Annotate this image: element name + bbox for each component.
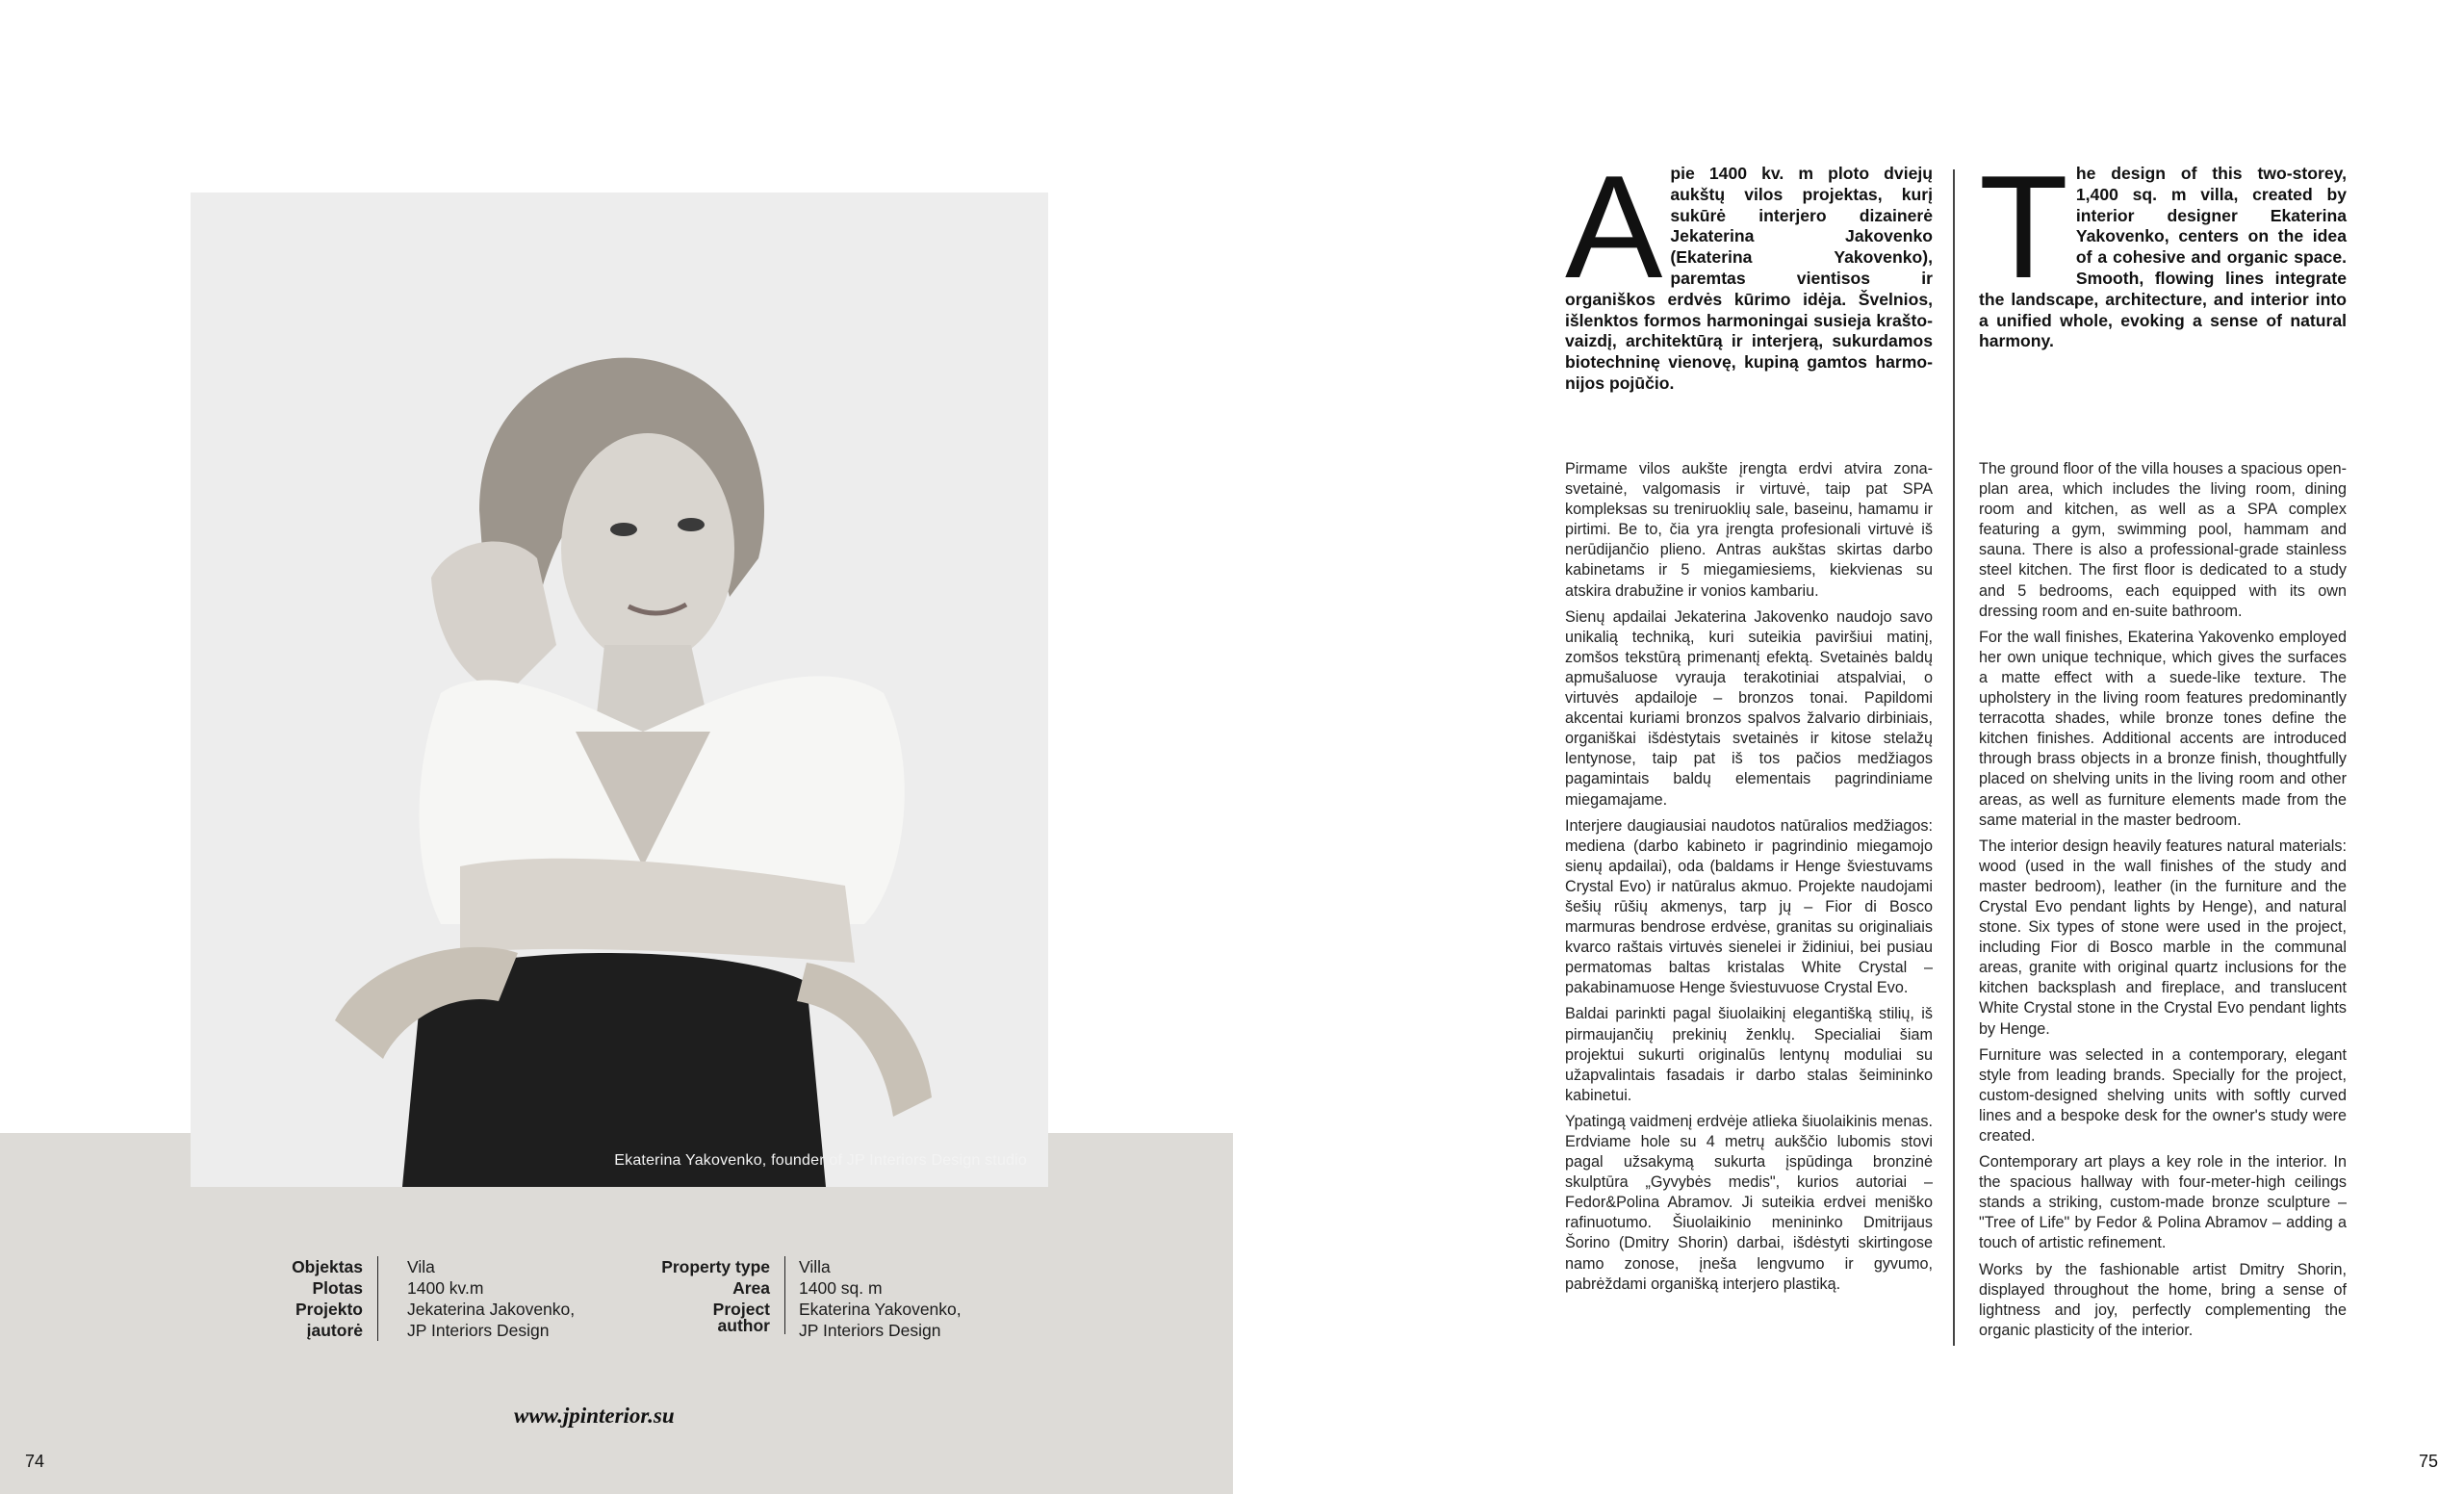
body-paragraph: Ypatingą vaidmenį erdvėje atlieka šiuolaikinis menas. Erdviame hole su 4 metrų aukščio lubomis stovi pagal užsakymą sukurta įspūdinga bronzinė skulptūra „Gyvybės medis", kurios autoriai – Fedor&Polina Abramov. Ji suteikia erdvei meniško rafinuotumo. Šiuolaikinio menininko Dmitrijaus Šorino (Dmitry Shorin) darbai, išdėstyti skirtingose namo zonose, įneša lengvumo ir gyvumo, pabrėždami organišką interjero plastiką. xyxy=(1565,1112,1933,1293)
specs-lt-values xyxy=(394,1256,575,1341)
dropcap-letter: T xyxy=(1979,145,2068,309)
specs-en-labels xyxy=(578,1256,785,1334)
body-paragraph: Furniture was selected in a contemporary, elegant style from leading brands. Specially for the project, custom-designed shelving units with softly curved lines and a bespoke desk for the owner's study were created. xyxy=(1979,1045,2347,1145)
website-link[interactable]: www.jpinterior.su xyxy=(514,1404,675,1428)
spec-value: Villa xyxy=(799,1257,831,1276)
spec-value: JP Interiors Design xyxy=(407,1321,550,1340)
spec-label: Property type xyxy=(661,1257,770,1276)
intro-lithuanian xyxy=(1565,145,1933,395)
body-paragraph: Pirmame vilos aukšte įrengta erdvi atvira zona-svetainė, valgomasis ir virtuvė, taip pat SPA kompleksas su treniruoklių sale, baseinu, hamamu ir pirtimi. Be to, čia yra įrengta profesionali virtuvė iš nerūdijančio plieno. Antras aukštas skirtas darbo kabinetams ir 5 miegamiesiems, kiekvienas su atskira drabužine ir vonios kambariu. xyxy=(1565,460,1933,600)
portrait-illustration xyxy=(191,193,1048,1187)
spec-label: Project author xyxy=(712,1300,770,1335)
body-paragraph: Interjere daugiausiai naudotos natūralios medžiagos: mediena (darbo kabineto ir pagrindinio miegamojo sienų apdailai), oda (baldams ir Henge šviestuvams Crystal Evo) ir natūralus akmuo. Projekte naudojami šešių rūšių akmenys, tarp jų – Fior di Bosco marmuras bendrose erdvėse, granitas su originaliais kvarco raštais virtuvės sienelei ir židiniui, bei pusiau permatomas baltas kristalas White Crystal – pakabinamuose Henge šviestuvuose Crystal Evo. xyxy=(1565,816,1933,997)
intro-english xyxy=(1979,145,2347,352)
spec-label: Objektas xyxy=(292,1257,363,1276)
column-divider xyxy=(1953,169,1955,1346)
body-paragraph: Sienų apdailai Jekaterina Jakovenko naudojo savo unikalią techniką, kuri suteikia paviršiui matinį, zomšos tekstūrą primenantį efektą. Svetainės baldų apmušaluose vyrauja terakotiniai atspalviai, o virtuvės apdailoje – bronzos tonai. Papildomi akcentai kuriami bronzos spalvos žalvario dirbiniais, organiškai išdėstytais svetainės ir kitose stelažų lentynose, taip pat iš tos pačios medžiagos pagamintais baldų elementais pagrindiniame miegamajame. xyxy=(1565,607,1933,809)
portrait-photo xyxy=(191,193,1048,1187)
body-paragraph: The ground floor of the villa houses a spacious open-plan area, which includes the living room, dining room and kitchen, as well as a SPA complex featuring a gym, swimming pool, hammam and sauna. There is also a professional-grade stainless steel kitchen. The first floor is dedicated to a study and 5 bedrooms, each equipped with its own dressing room and en-suite bathroom. xyxy=(1979,460,2347,620)
spec-value: Vila xyxy=(407,1257,435,1276)
specs-lt-labels xyxy=(0,1256,378,1341)
page-number-left: 74 xyxy=(25,1452,45,1471)
spec-value: JP Interiors Design xyxy=(799,1321,941,1340)
body-paragraph: The interior design heavily features natural materials: wood (used in the wall finishes of the study and master bedroom), leather (in the furniture and the Crystal Evo pendant lights by Henge), and natural stone. Six types of stone were used in the project, including Fior di Bosco marble in the communal areas, granite with original quartz inclusions for the kitchen backsplash and fireplace, and translucent White Crystal stone in the Crystal Evo pendant lights by Henge. xyxy=(1979,837,2347,1038)
body-english xyxy=(1979,459,2347,1347)
specs-en-values xyxy=(785,1256,962,1341)
body-paragraph: For the wall finishes, Ekaterina Yakovenko employed her own unique technique, which gives the surfaces a matte effect with a suede-like texture. The upholstery in the living room features predominantly terracotta shades, while bronze tones define the kitchen finishes. Additional accents are introduced through brass objects in a bronze finish, thoughtfully placed on shelving units in the living room and other areas, as well as furniture elements made from the same material in the master bedroom. xyxy=(1979,628,2347,829)
body-lithuanian xyxy=(1565,459,1933,1301)
intro-lt-text: pie 1400 kv. m ploto dviejų aukštų vilos projektas, kurį sukūrė interjero dizainerė Jekaterina Jakovenko (Ekaterina Yakovenko), paremtas vientisos ir organiškos erdvės kūrimo idėja. Švelnios, išlenktos formos harmoningai susieja kraštovaizdį, architektūrą ir interjerą, sukurdamos biotechninę vienovę, kupiną gamtos harmonijos pojūčio. xyxy=(1565,164,1933,393)
spec-label: Plotas xyxy=(312,1278,363,1298)
spec-value: Jekaterina Jakovenko, xyxy=(407,1300,576,1319)
spec-value: Ekaterina Yakovenko, xyxy=(799,1300,962,1319)
spec-label: Projekto xyxy=(295,1300,363,1319)
dropcap-letter: A xyxy=(1565,145,1663,309)
body-paragraph: Baldai parinkti pagal šiuolaikinį elegantišką stilių, iš pirmaujančių prekinių ženklų. Specialiai šiam projektui sukurti originalūs lentynų moduliai su užapvalintais fasadais ir darbo stalas šeimininko kabinetui. xyxy=(1565,1005,1933,1104)
body-paragraph: Contemporary art plays a key role in the interior. In the spacious hallway with four-meter-high ceilings stands a striking, custom-made bronze sculpture – "Tree of Life" by Fedor & Polina Abramov – adding a touch of artistic refinement. xyxy=(1979,1153,2347,1252)
photo-caption: Ekaterina Yakovenko, founder of JP Interiors Design studio xyxy=(614,1152,1027,1169)
spec-value: 1400 kv.m xyxy=(407,1278,484,1298)
spec-value: 1400 sq. m xyxy=(799,1278,883,1298)
intro-en-text: he design of this two-storey, 1,400 sq. m villa, created by interior designer Ekaterina Yakovenko, centers on the idea of a cohesive and organic space. Smooth, flowing lines integrate the landscape, architecture, and interior into a unified whole, evoking a sense of natural harmony. xyxy=(1979,164,2347,351)
page-number-right: 75 xyxy=(2419,1452,2439,1471)
spec-label: Area xyxy=(732,1278,770,1298)
spec-label: įautorė xyxy=(306,1321,363,1340)
body-paragraph: Works by the fashionable artist Dmitry Shorin, displayed throughout the home, bring a sense of lightness and joy, perfectly complementing the organic plasticity of the interior. xyxy=(1979,1260,2347,1339)
